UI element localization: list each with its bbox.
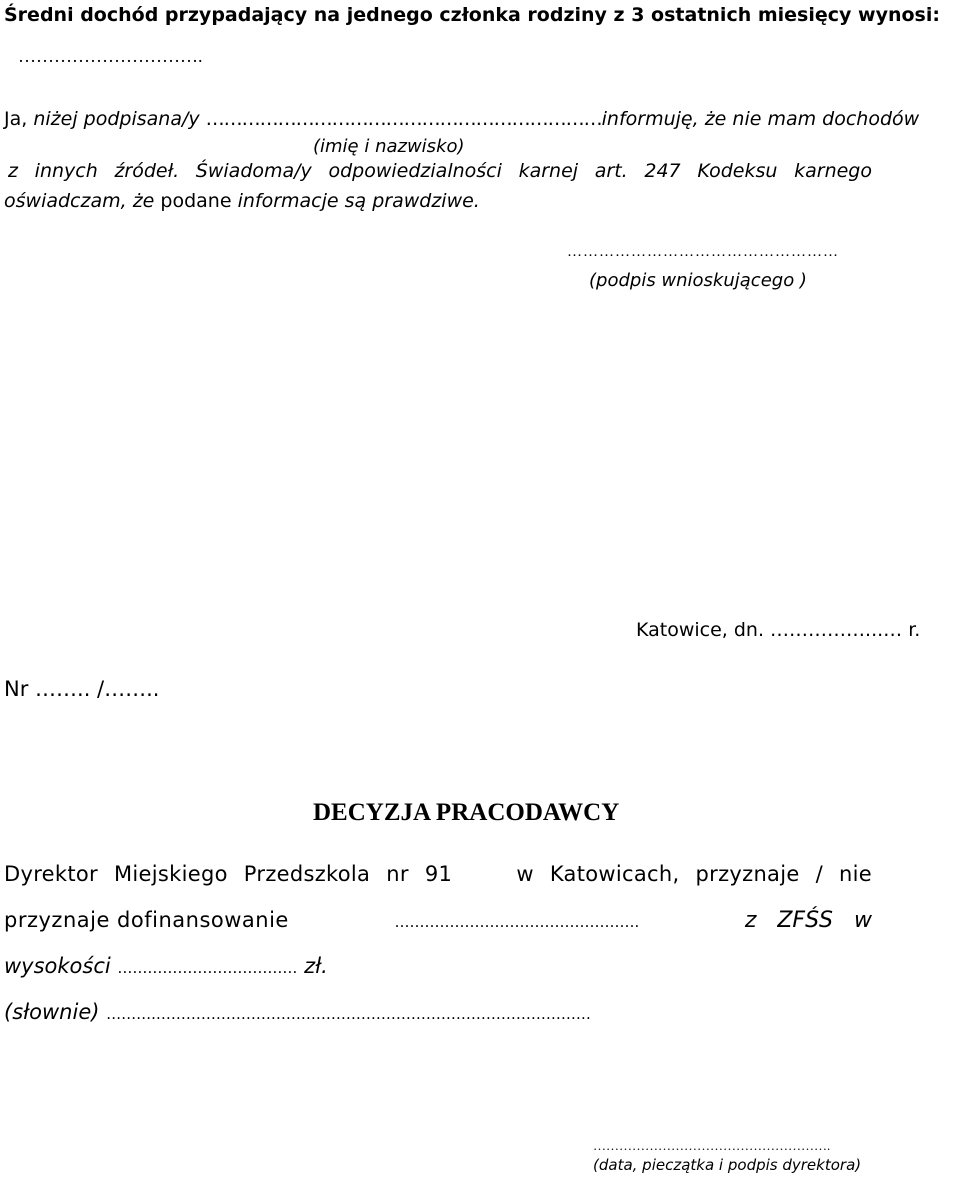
decision-line-2 bbox=[4, 908, 872, 933]
decision-line-1: Dyrektor Miejskiego Przedszkola nr 91 w Katowicach, przyznaje / nie bbox=[4, 862, 872, 886]
decision-line-2-b: z ZFŚS w bbox=[744, 908, 872, 933]
declaration-signed: niżej podpisana/y bbox=[33, 108, 200, 130]
name-caption: (imię i nazwisko) bbox=[313, 136, 465, 157]
income-statement: Średni dochód przypadający na jednego członka rodziny z 3 ostatnich miesięcy wynosi: bbox=[4, 4, 940, 26]
director-signature-caption: (data, pieczątka i podpis dyrektora) bbox=[593, 1156, 862, 1174]
decision-line-3-b: zł. bbox=[304, 954, 328, 978]
decision-line-2-a: przyznaje dofinansowanie bbox=[4, 908, 289, 932]
income-blank[interactable]: …………………………. bbox=[18, 46, 203, 66]
decision-line-3-a: wysokości bbox=[4, 954, 111, 978]
declaration-line-3-a: oświadczam, że bbox=[4, 190, 155, 212]
decision-number[interactable]: Nr …….. /…….. bbox=[4, 677, 160, 701]
decision-line-3 bbox=[4, 954, 328, 978]
decision-line-4-a: (słownie) bbox=[4, 1000, 100, 1024]
applicant-signature-caption: (podpis wnioskującego ) bbox=[589, 270, 807, 291]
declaration-line-1 bbox=[4, 108, 919, 130]
applicant-signature-blank[interactable]: …………………………………………… bbox=[567, 244, 839, 260]
declaration-no-income: informuję, że nie mam dochodów bbox=[601, 108, 920, 130]
place-date[interactable]: Katowice, dn. ……………...… r. bbox=[636, 619, 921, 641]
amount-blank[interactable]: …………………………………………. bbox=[394, 913, 640, 931]
amount-words-blank[interactable]: ……….…………………………………………………………………………… bbox=[106, 1005, 591, 1023]
declaration-line-3-c: informacje są prawdziwe. bbox=[237, 190, 480, 212]
decision-title: DECYZJA PRACODAWCY bbox=[313, 799, 620, 826]
declaration-line-3 bbox=[4, 190, 480, 212]
amount-value-blank[interactable]: ……………………………… bbox=[117, 959, 298, 977]
decision-line-4 bbox=[4, 1000, 591, 1024]
name-blank[interactable]: ………………………………………………………… bbox=[205, 108, 602, 130]
director-signature-blank[interactable]: ………………………………………………. bbox=[593, 1138, 831, 1153]
declaration-line-3-b: podane bbox=[160, 190, 232, 212]
declaration-line-2: z innych źródeł. Świadoma/y odpowiedzialności karnej art. 247 Kodeksu karnego bbox=[8, 160, 872, 182]
declaration-ja: Ja, bbox=[4, 108, 28, 130]
